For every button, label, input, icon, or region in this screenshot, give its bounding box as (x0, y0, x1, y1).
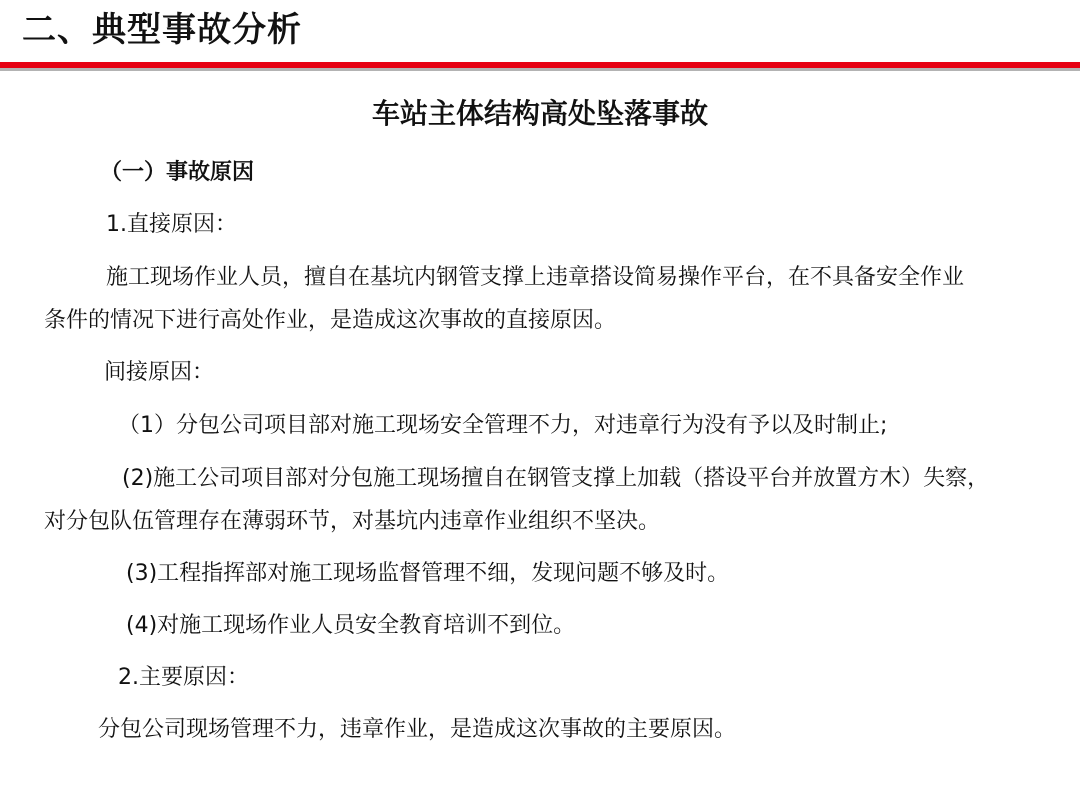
direct-cause-text-line-1: 施工现场作业人员，擅自在基坑内钢管支撑上违章搭设简易操作平台，在不具备安全作业 (106, 265, 965, 290)
section-heading: （一）事故原因 (100, 160, 255, 185)
indirect-cause-item-2-line-2: 对分包队伍管理存在薄弱环节，对基坑内违章作业组织不坚决。 (44, 509, 661, 534)
indirect-cause-item-1: （1）分包公司项目部对施工现场安全管理不力，对违章行为没有予以及时制止; (118, 413, 888, 438)
slide-title: 车站主体结构高处坠落事故 (371, 97, 708, 130)
direct-cause-text-line-2: 条件的情况下进行高处作业，是造成这次事故的直接原因。 (44, 308, 617, 333)
indirect-cause-heading: 间接原因： (104, 360, 215, 385)
header-rule-shadow (0, 68, 1080, 71)
indirect-cause-item-3: (3)工程指挥部对施工现场监督管理不细，发现问题不够及时。 (126, 561, 730, 586)
direct-cause-heading: 1.直接原因： (106, 212, 237, 237)
indirect-cause-item-2-line-1: (2)施工公司项目部对分包施工现场擅自在钢管支撑上加载（搭设平台并放置方木）失察， (122, 466, 990, 491)
main-cause-heading: 2.主要原因： (118, 665, 249, 690)
main-cause-text: 分包公司现场管理不力，违章作业，是造成这次事故的主要原因。 (98, 717, 737, 742)
header-title: 二、典型事故分析 (22, 10, 302, 50)
indirect-cause-item-4: (4)对施工现场作业人员安全教育培训不到位。 (126, 613, 576, 638)
